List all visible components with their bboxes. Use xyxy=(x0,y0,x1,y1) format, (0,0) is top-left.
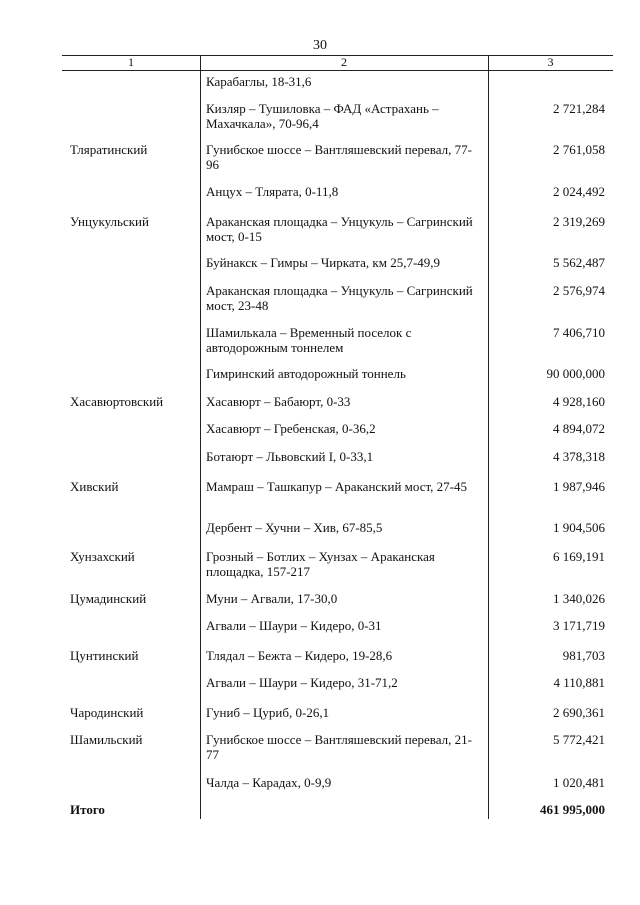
amount-cell: 90 000,000 xyxy=(546,366,605,381)
district-cell: Хунзахский xyxy=(70,549,135,564)
amount-cell: 6 169,191 xyxy=(553,549,605,564)
total-amount: 461 995,000 xyxy=(540,802,605,817)
district-cell: Хасавюртовский xyxy=(70,394,164,409)
district-cell: Унцукульский xyxy=(70,214,149,229)
road-section-cell: Агвали – Шаури – Кидеро, 0-31 xyxy=(206,618,382,633)
column-header-2: 2 xyxy=(341,55,347,69)
funding-table xyxy=(62,55,613,817)
road-section-cell: Грозный – Ботлих – Хунзах – Араканская площадка, 157-217 xyxy=(206,549,435,579)
amount-cell: 7 406,710 xyxy=(553,325,605,340)
amount-cell: 1 340,026 xyxy=(553,591,605,606)
table-header xyxy=(62,55,613,71)
amount-cell: 3 171,719 xyxy=(553,618,605,633)
district-cell: Цунтинский xyxy=(70,648,139,663)
amount-cell: 5 772,421 xyxy=(553,732,605,747)
amount-cell: 5 562,487 xyxy=(553,255,605,270)
amount-cell: 2 576,974 xyxy=(553,283,605,298)
amount-cell: 4 928,160 xyxy=(553,394,605,409)
road-section-cell: Буйнакск – Гимры – Чирката, км 25,7-49,9 xyxy=(206,255,441,270)
road-section-cell: Дербент – Хучни – Хив, 67-85,5 xyxy=(206,520,383,535)
amount-cell: 2 761,058 xyxy=(553,142,605,157)
road-section-cell: Анцух – Тлярата, 0-11,8 xyxy=(206,184,339,199)
amount-cell: 2 690,361 xyxy=(553,705,605,720)
road-section-cell: Хасавюрт – Бабаюрт, 0-33 xyxy=(206,394,351,409)
amount-cell: 4 894,072 xyxy=(553,421,605,436)
amount-cell: 4 110,881 xyxy=(553,675,605,690)
amount-cell: 2 721,284 xyxy=(553,101,605,116)
road-section-cell: Агвали – Шаури – Кидеро, 31-71,2 xyxy=(206,675,398,690)
amount-cell: 1 904,506 xyxy=(553,520,605,535)
amount-cell: 1 020,481 xyxy=(553,775,605,790)
amount-cell: 2 319,269 xyxy=(553,214,605,229)
road-section-cell: Гунибское шоссе – Вантляшевский перевал, 77-96 xyxy=(206,142,472,172)
road-section-cell: Муни – Агвали, 17-30,0 xyxy=(206,591,338,606)
road-section-cell: Тлядал – Бежта – Кидеро, 19-28,6 xyxy=(206,648,393,663)
column-header-3: 3 xyxy=(547,55,554,69)
district-cell: Хивский xyxy=(70,479,119,494)
column-divider-1 xyxy=(200,55,201,819)
amount-cell: 981,703 xyxy=(562,648,605,663)
road-section-cell: Араканская площадка – Унцукуль – Сагринский мост, 0-15 xyxy=(206,214,473,244)
road-section-cell: Кизляр – Тушиловка – ФАД «Астрахань – Махачкала», 70-96,4 xyxy=(206,101,439,131)
district-cell: Цумадинский xyxy=(70,591,147,606)
page-number: 30 xyxy=(313,38,327,53)
road-section-cell: Хасавюрт – Гребенская, 0-36,2 xyxy=(206,421,376,436)
road-section-cell: Гимринский автодорожный тоннель xyxy=(206,366,406,381)
total-label: Итого xyxy=(70,802,105,817)
road-section-cell: Мамраш – Ташкапур – Араканский мост, 27-45 xyxy=(206,479,468,494)
road-section-cell: Гунибское шоссе – Вантляшевский перевал, 21-77 xyxy=(206,732,472,762)
road-section-cell: Чалда – Карадах, 0-9,9 xyxy=(206,775,332,790)
road-section-cell: Гуниб – Цуриб, 0-26,1 xyxy=(206,705,330,720)
road-section-cell: Карабаглы, 18-31,6 xyxy=(206,74,312,89)
column-header-1: 1 xyxy=(128,55,134,69)
amount-cell: 2 024,492 xyxy=(553,184,605,199)
road-section-cell: Шамилькала – Временный поселок с автодорожным тоннелем xyxy=(206,325,412,355)
district-cell: Чародинский xyxy=(70,705,144,720)
road-section-cell: Араканская площадка – Унцукуль – Сагринский мост, 23-48 xyxy=(206,283,473,313)
road-section-cell: Ботаюрт – Львовский I, 0-33,1 xyxy=(206,449,374,464)
district-cell: Шамильский xyxy=(70,732,143,747)
amount-cell: 4 378,318 xyxy=(553,449,605,464)
district-cell: Тляратинский xyxy=(70,142,148,157)
amount-cell: 1 987,946 xyxy=(553,479,605,494)
